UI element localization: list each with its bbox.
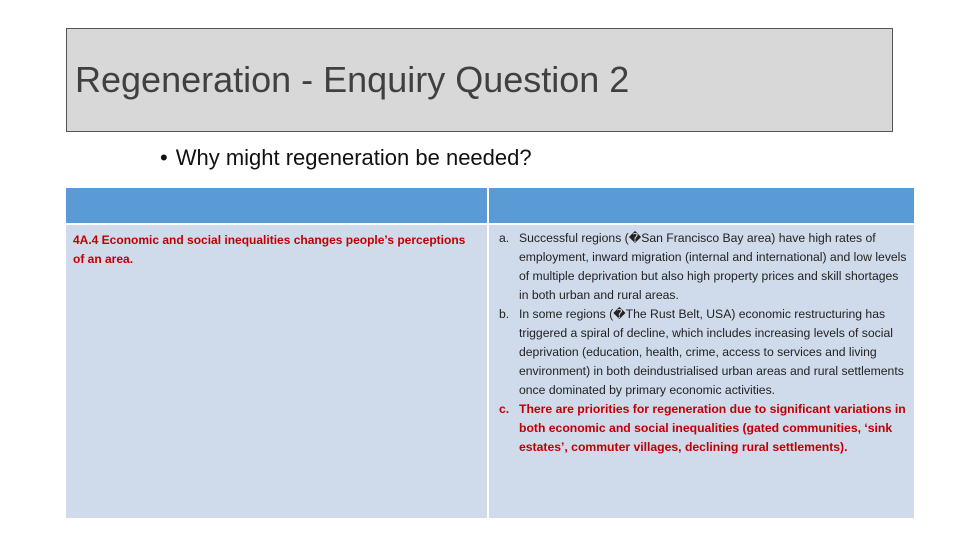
title-box bbox=[66, 28, 893, 132]
list-item-text: Successful regions (�San Francisco Bay area) have high rates of employment, inward migration (internal and international) and low levels of multiple deprivation but also high property prices and skill shortages in both urban and rural areas. bbox=[519, 231, 907, 302]
content-table bbox=[66, 188, 914, 520]
list-marker: b. bbox=[499, 307, 510, 321]
spec-cell bbox=[66, 225, 487, 518]
table-header-cell-1 bbox=[66, 188, 487, 223]
list-marker: c. bbox=[499, 402, 510, 416]
bullet-icon: • bbox=[160, 145, 168, 170]
list-marker: a. bbox=[499, 231, 510, 245]
slide-title: Regeneration - Enquiry Question 2 bbox=[75, 59, 630, 100]
content-list bbox=[495, 229, 907, 457]
content-cell bbox=[489, 225, 914, 518]
list-item-text: There are priorities for regeneration due to significant variations in both economic and social inequalities (gated communities, ‘sink estates’, commuter villages, declining rural settlements). bbox=[519, 402, 906, 454]
list-item bbox=[495, 400, 907, 457]
bullet-text: Why might regeneration be needed? bbox=[175, 145, 532, 170]
list-item bbox=[495, 229, 907, 305]
list-item-text: In some regions (�The Rust Belt, USA) economic restructuring has triggered a spiral of decline, which includes increasing levels of social deprivation (education, health, crime, access to services and living environment) in both deindustrialised urban areas and rural settlements once dominated by primary economic activities. bbox=[519, 307, 904, 397]
spec-point-text: 4A.4 Economic and social inequalities changes people’s perceptions of an area. bbox=[73, 233, 466, 266]
bullet-point bbox=[160, 145, 532, 171]
table-header-cell-2 bbox=[489, 188, 914, 223]
list-item bbox=[495, 305, 907, 400]
